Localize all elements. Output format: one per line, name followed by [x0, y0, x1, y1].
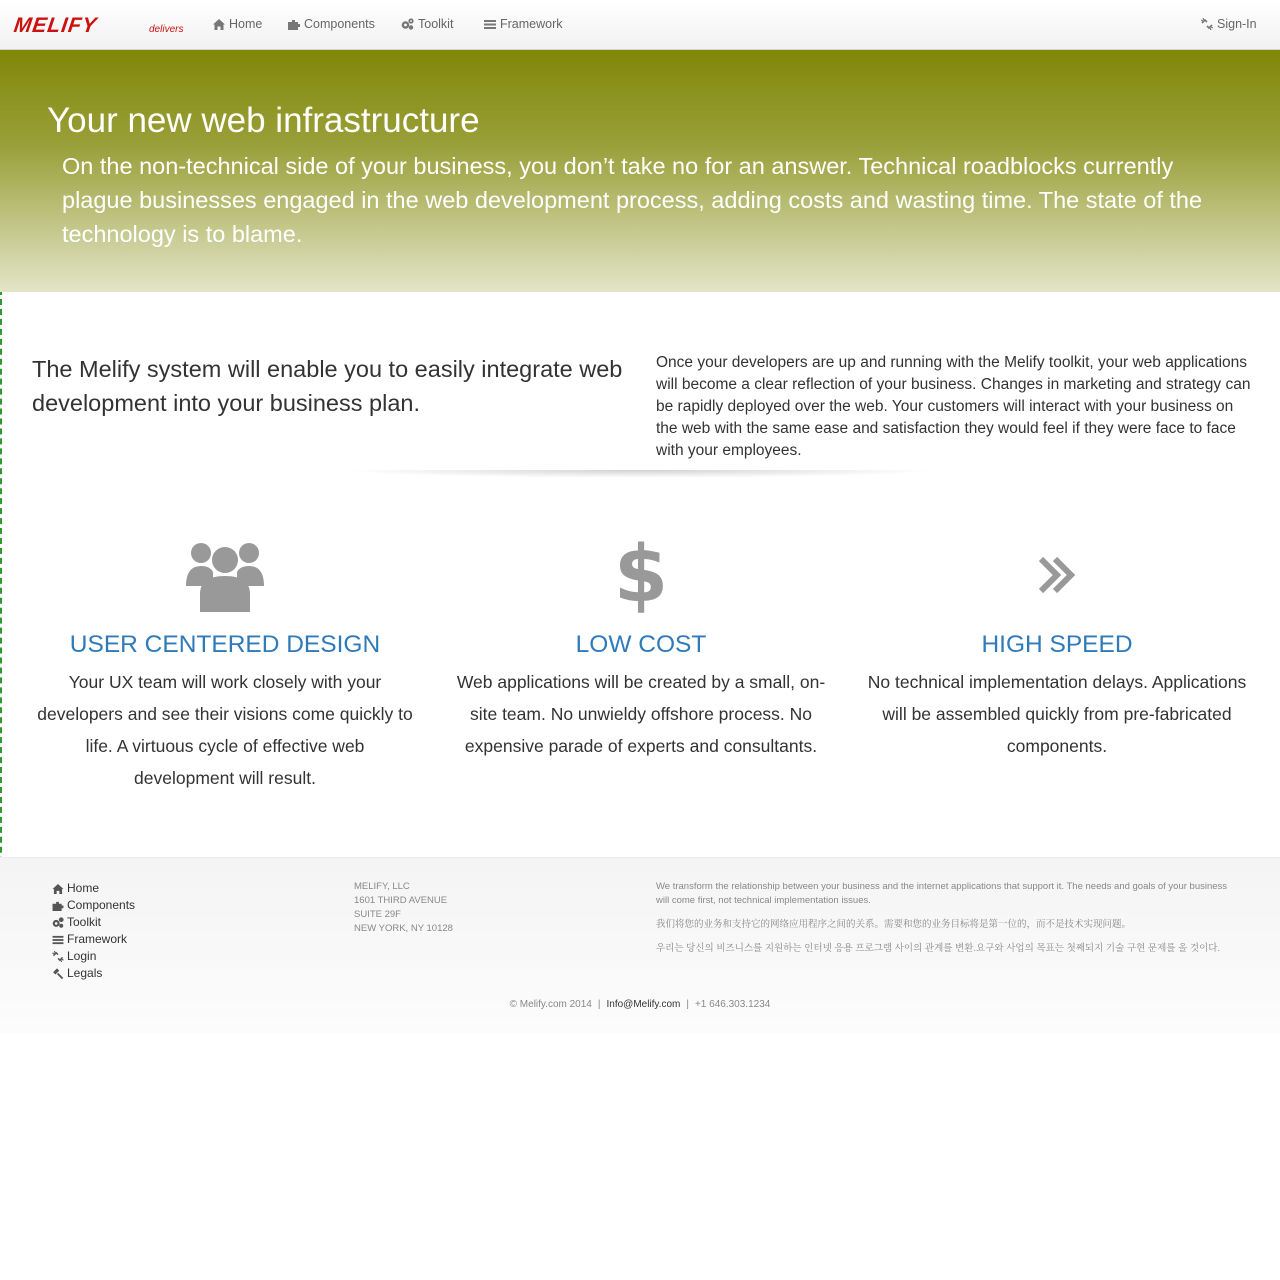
footer-link-label: Login [67, 949, 97, 963]
hero-banner [0, 50, 1280, 292]
footer-link-legals[interactable] [52, 965, 135, 982]
page-footer [0, 857, 1280, 1033]
feature-text: No technical implementation delays. Applications will be assembled quickly from pre-fabricated components. [867, 672, 1247, 756]
nav-item-home[interactable] [213, 17, 262, 31]
nav-item-label: Framework [500, 17, 563, 31]
list-icon [484, 19, 496, 30]
hero-lead: On the non-technical side of your business, you don’t take no for an answer. Technical roadblocks currently plague businesses engaged in the web development process, adding costs and wasting time. The state of the technology is to blame. [62, 153, 1203, 247]
footer-link-components[interactable] [52, 897, 135, 914]
contact-email-link[interactable]: Info@Melify.com [606, 999, 681, 1010]
gavel-icon [52, 968, 64, 979]
brand-tagline: delivers [149, 24, 184, 35]
home-icon [213, 19, 225, 30]
feature-user-centered-design [35, 535, 415, 794]
footer-bottom-bar: © Melify.com 2014 | Info@Melify.com | +1 646.303.1234 [509, 999, 771, 1010]
puzzle-icon [288, 19, 300, 30]
intro-paragraph: Once your developers are up and running with the Melify toolkit, your web applications will become a clear reflection of your business. Changes in marketing and strategy can be rapidly deployed over the web. Your customers will interact with your business on the web with the same ease and satisfaction they would feel if they were face to face with your employees. [656, 354, 1251, 459]
cogs-icon [401, 18, 414, 30]
feature-high-speed [867, 535, 1247, 762]
about-korean: 우리는 당신의 비즈니스를 지원하는 인터넷 응용 프로그램 사이의 관계를 변환.요구와 사업의 목표는 첫째되지 기술 구현 문제를 올 것이다. [656, 943, 1221, 954]
about-chinese: 我们将您的业务和支持它的网络应用程序之间的关系。需要和您的业务目标将是第一位的，而不是技术实现问题。 [656, 919, 1132, 930]
nav-item-label: Home [229, 17, 263, 31]
address-line: MELIFY, LLC [354, 881, 410, 892]
home-icon [52, 884, 64, 894]
footer-link-label: Toolkit [67, 915, 102, 929]
puzzle-icon [52, 901, 64, 911]
double-chevron-right-icon [1037, 555, 1077, 595]
contact-phone: +1 646.303.1234 [694, 999, 771, 1010]
about-english: We transform the relationship between your business and the internet applications that support it. The needs and goals of your business will come first, not technical implementation issues. [656, 881, 1228, 906]
feature-low-cost [451, 530, 831, 762]
dollar-icon: $ [613, 530, 669, 620]
footer-link-label: Home [67, 881, 100, 895]
footer-link-framework[interactable] [52, 931, 135, 948]
unlink-icon [1201, 18, 1213, 30]
nav-item-toolkit[interactable] [401, 17, 453, 31]
footer-address [354, 880, 453, 936]
feature-title: LOW COST [575, 631, 707, 658]
section-divider [340, 470, 940, 478]
feature-title: USER CENTERED DESIGN [69, 631, 381, 658]
cogs-icon [52, 917, 64, 928]
footer-link-label: Legals [67, 966, 103, 980]
sign-in-label: Sign-In [1217, 17, 1257, 31]
sign-in-link[interactable] [1201, 17, 1257, 31]
address-line: NEW YORK, NY 10128 [354, 923, 453, 934]
nav-item-label: Toolkit [418, 17, 454, 31]
feature-text: Web applications will be created by a small, on-site team. No unwieldy offshore process. No expensive parade of experts and consultants. [456, 672, 826, 756]
hero-title: Your new web infrastructure [47, 101, 480, 140]
copyright: © Melify.com 2014 [509, 999, 592, 1010]
footer-link-label: Framework [67, 932, 128, 946]
top-navbar [0, 0, 1280, 50]
nav-item-framework[interactable] [484, 17, 563, 31]
footer-link-home[interactable] [52, 880, 135, 897]
intro-headline: The Melify system will enable you to easily integrate web development into your business plan. [32, 356, 623, 416]
footer-link-toolkit[interactable] [52, 914, 135, 931]
footer-links [52, 880, 135, 982]
footer-link-login[interactable] [52, 948, 135, 965]
address-line: 1601 THIRD AVENUE [354, 895, 448, 906]
unlink-icon [52, 951, 64, 962]
brand-name: MELIFY [12, 14, 99, 37]
list-icon [52, 935, 64, 945]
nav-item-label: Components [304, 17, 375, 31]
feature-title: HIGH SPEED [981, 631, 1133, 658]
nav-item-components[interactable] [288, 17, 375, 31]
users-icon [186, 538, 264, 612]
footer-link-label: Components [67, 898, 136, 912]
address-line: SUITE 29F [354, 909, 401, 920]
feature-text: Your UX team will work closely with your developers and see their visions come quickly to life. A virtuous cycle of effective web development will result. [37, 672, 413, 788]
footer-about [656, 880, 1236, 966]
